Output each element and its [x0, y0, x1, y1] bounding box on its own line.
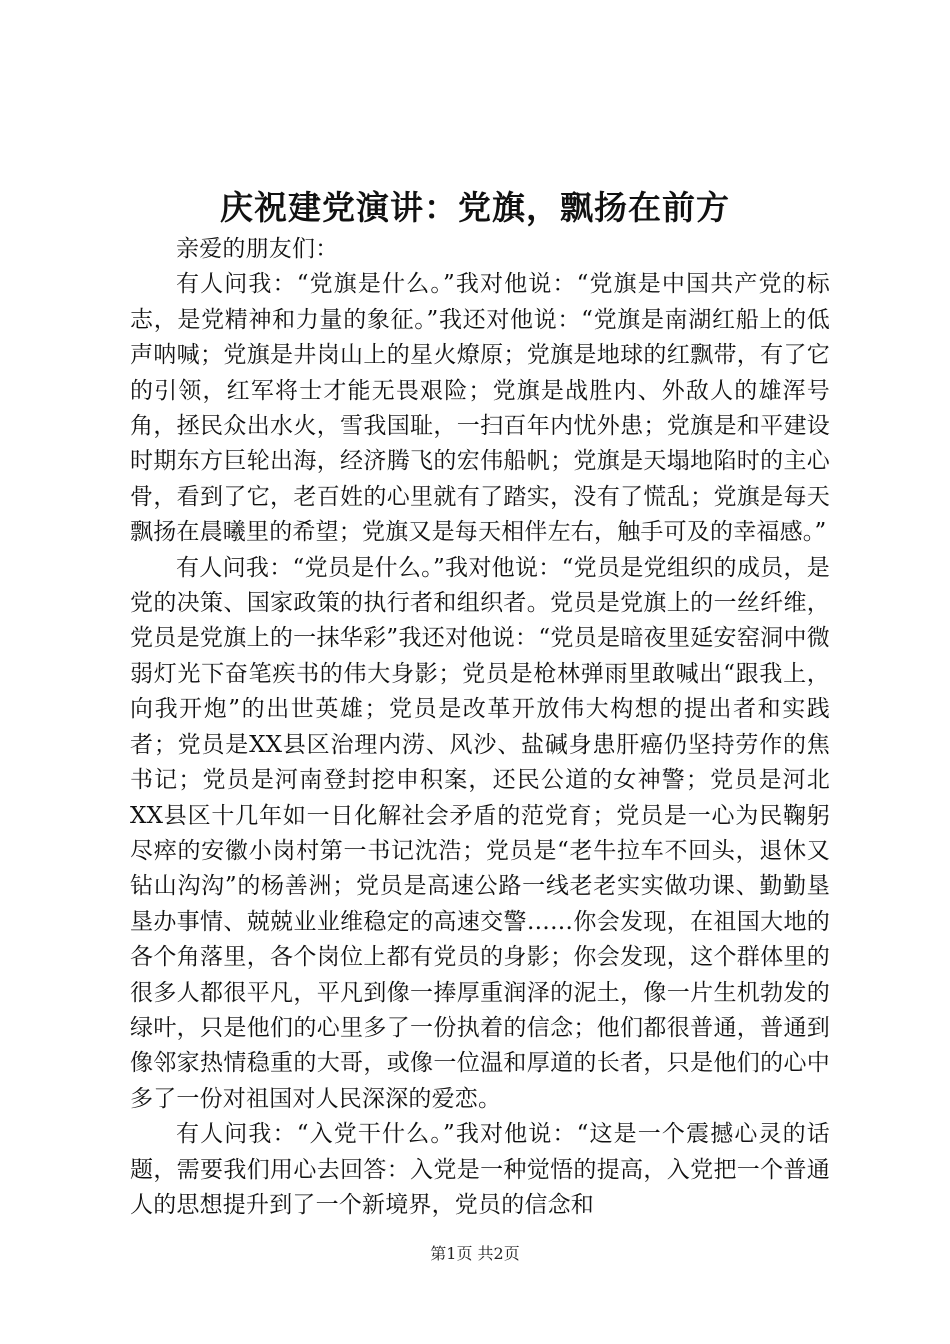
paragraph-party-member: 有人问我：“党员是什么。”我对他说：“党员是党组织的成员，是党的决策、国家政策的执行者和组织者。党员是党旗上的一丝纤维，党员是党旗上的一抹华彩”我还对他说：“党员是暗夜里延安窑洞中微弱灯光下奋笔疾书的伟大身影；党员是枪林弹雨里敢喊出“跟我上，向我开炮”的出世英雄；党员是改革开放伟大构想的提出者和实践者；党员是XX县区治理内涝、风沙、盐碱身患肝癌仍坚持劳作的焦书记；党员是河南登封挖申积案，还民公道的女神警；党员是河北XX县区十几年如一日化解社会矛盾的范党育；党员是一心为民鞠躬尽瘁的安徽小岗村第一书记沈浩；党员是“老牛拉车不回头，退休又钻山沟沟”的杨善洲；党员是高速公路一线老老实实做功课、勤勤垦垦办事情、兢兢业业维稳定的高速交警……你会发现，在祖国大地的各个角落里，各个岗位上都有党员的身影；你会发现，这个群体里的很多人都很平凡，平凡到像一捧厚重润泽的泥土，像一片生机勃发的绿叶，只是他们的心里多了一份执着的信念；他们都很普通，普通到像邻家热情稳重的大哥，或像一位温和厚道的长者，只是他们的心中多了一份对祖国对人民深深的爱恋。: [130, 554, 830, 1112]
document-body: [130, 232, 830, 1223]
document-title: 庆祝建党演讲：党旗，飘扬在前方: [220, 188, 730, 227]
paragraph-greeting: 亲爱的朋友们：: [176, 236, 339, 262]
paragraph-joining-party: 有人问我：“入党干什么。”我对他说：“这是一个震撼心灵的话题，需要我们用心去回答：入党是一种觉悟的提高，入党把一个普通人的思想提升到了一个新境界，党员的信念和: [130, 1121, 830, 1218]
paragraph-party-flag: 有人问我：“党旗是什么。”我对他说：“党旗是中国共产党的标志，是党精神和力量的象征。”我还对他说：“党旗是南湖红船上的低声呐喊；党旗是井岗山上的星火燎原；党旗是地球的红飘带，有了它的引领，红军将士才能无畏艰险；党旗是战胜内、外敌人的雄浑号角，拯民众出水火，雪我国耻，一扫百年内忧外患；党旗是和平建设时期东方巨轮出海，经济腾飞的宏伟船帆；党旗是天塌地陷时的主心骨，看到了它，老百姓的心里就有了踏实，没有了慌乱；党旗是每天飘扬在晨曦里的希望；党旗又是每天相伴左右，触手可及的幸福感。”: [130, 271, 830, 546]
page-footer: 第1页 共2页: [430, 1244, 520, 1263]
